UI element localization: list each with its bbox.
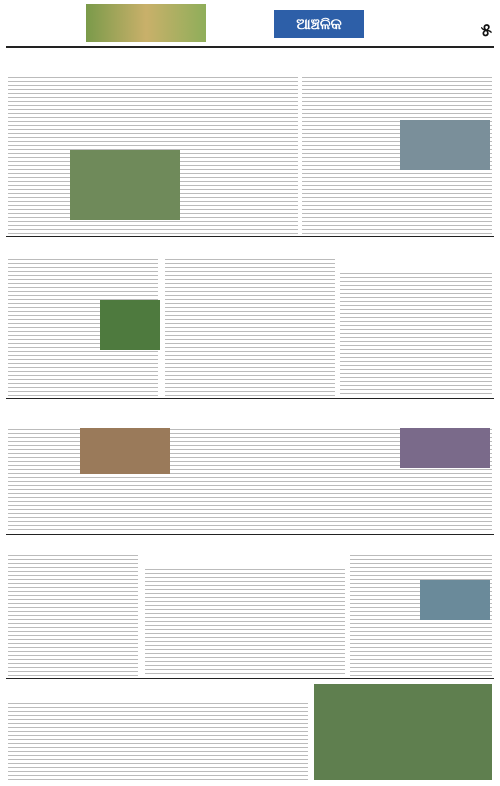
rule-4	[6, 534, 494, 535]
article-9-photo	[420, 580, 490, 620]
article-10-photo	[314, 684, 492, 780]
rule-5	[6, 678, 494, 679]
rule-2	[6, 236, 494, 237]
article-3-photo	[100, 300, 160, 350]
article-8-text	[145, 566, 345, 676]
article-6-photo-2	[400, 428, 490, 468]
masthead-banner-image	[86, 4, 206, 42]
article-5-text	[340, 270, 492, 396]
article-10-text	[8, 700, 308, 780]
article-4-text	[165, 256, 335, 396]
article-1-photo	[70, 150, 180, 220]
article-7-text	[8, 552, 138, 676]
article-2-photo	[400, 120, 490, 170]
article-6-photo-1	[80, 428, 170, 474]
masthead	[6, 4, 494, 44]
newspaper-logo	[10, 6, 80, 38]
section-title: ଆଞ୍ଚଳିକ	[274, 10, 364, 38]
page-number: ୫	[480, 20, 492, 41]
rule-3	[6, 398, 494, 399]
top-rule	[6, 46, 494, 48]
